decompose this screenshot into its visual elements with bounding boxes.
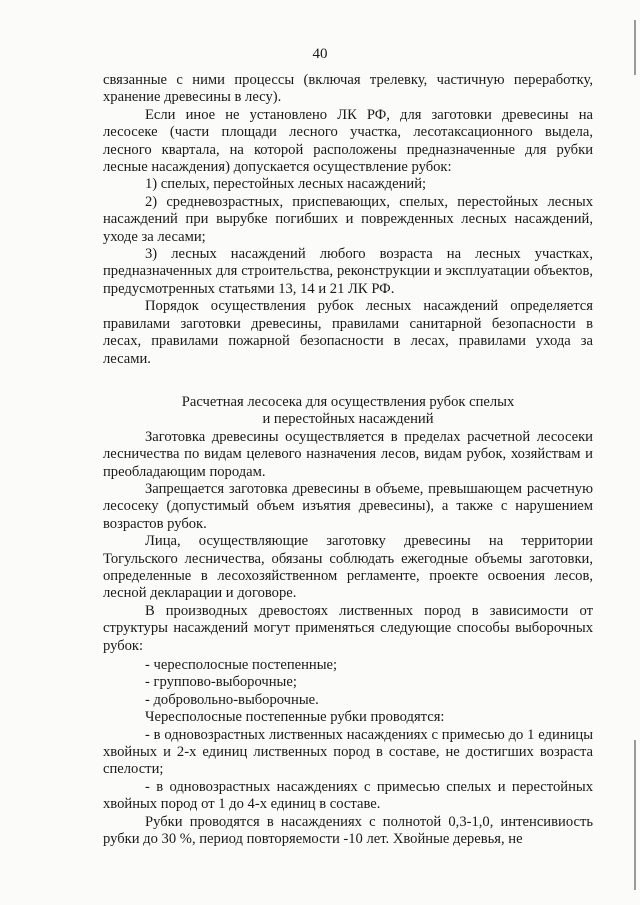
section-heading-line-1: Расчетная лесосека для осуществления рубок спелых — [181, 393, 515, 410]
section-heading-line-2: и перестойных насаждений — [262, 411, 434, 428]
list-item-2: 2) средневозрастных, приспевающих, спелых, перестойных лесных насаждений при вырубке погибших и поврежденных лесных насаждений, уходе за лесами; — [103, 193, 593, 245]
method-item: - добровольно-выборочные. — [145, 691, 319, 708]
paragraph: Заготовка древесины осуществляется в пределах расчетной лесосеки лесничества по видам целевого назначения лесов, видам рубок, хозяйствам и преобладающим породам. — [103, 428, 593, 480]
paragraph: связанные с ними процессы (включая трелевку, частичную переработку, хранение древесины в лесу). — [103, 72, 593, 106]
document-body — [103, 72, 593, 848]
bullet-paragraph: - в одновозрастных насаждениях с примесью спелых и перестойных хвойных пород от 1 до 4-х единиц в составе. — [103, 778, 593, 813]
paragraph: Запрещается заготовка древесины в объеме, превышающем расчетную лесосеку (допустимый объем изъятия древесины), а также с нарушением возрастов рубок. — [103, 480, 593, 532]
method-item: - чересполосные постепенные; — [145, 657, 338, 673]
list-item-3: 3) лесных насаждений любого возраста на лесных участках, предназначенных для строительства, реконструкции и эксплуатации объектов, предусмотренных статьями 13, 14 и 21 ЛК РФ. — [103, 246, 593, 297]
paragraph: Порядок осуществления рубок лесных насаждений определяется правилами заготовки древесины, правилами санитарной безопасности в лесах, правилами пожарной безопасности в лесах, правилами ухода за лесами. — [103, 298, 593, 367]
paragraph: Лица, осуществляющие заготовку древесины на территории Тогульского лесничества, обязаны соблюдать ежегодные объемы заготовки, определенные в лесохозяйственном регламенте, проекте освоения лесов, лесной декларации и договоре. — [103, 533, 593, 602]
scan-edge-mark — [634, 20, 636, 75]
section-heading — [103, 394, 593, 429]
paragraph: Если иное не установлено ЛК РФ, для заготовки древесины на лесосеке (части площади лесного участка, лесотаксационного выдела, лесного квартала, на которой расположены предназначенные для рубки лесные насаждения) допускается осуществление рубок: — [103, 106, 593, 176]
paragraph: В производных древостоях лиственных пород в зависимости от структуры насаждений могут применяться следующие способы выборочных рубок: — [103, 602, 593, 654]
paragraph: Рубки проводятся в насаждениях с полнотой 0,3-1,0, интенсивиость рубки до 30 %, период повторяемости -10 лет. Хвойные деревья, не — [103, 813, 593, 848]
method-item: - группово-выборочные; — [145, 674, 297, 691]
paragraph: Чересполосные постепенные рубки проводятся: — [145, 709, 445, 726]
list-item-1: 1) спелых, перестойных лесных насаждений; — [145, 176, 427, 193]
scan-edge-mark — [634, 740, 636, 890]
page-number: 40 — [312, 46, 328, 62]
bullet-paragraph: - в одновозрастных лиственных насаждениях с примесью до 1 единицы хвойных и 2-х единиц лиственных пород в составе, не достигших возраста спелости; — [103, 726, 593, 778]
